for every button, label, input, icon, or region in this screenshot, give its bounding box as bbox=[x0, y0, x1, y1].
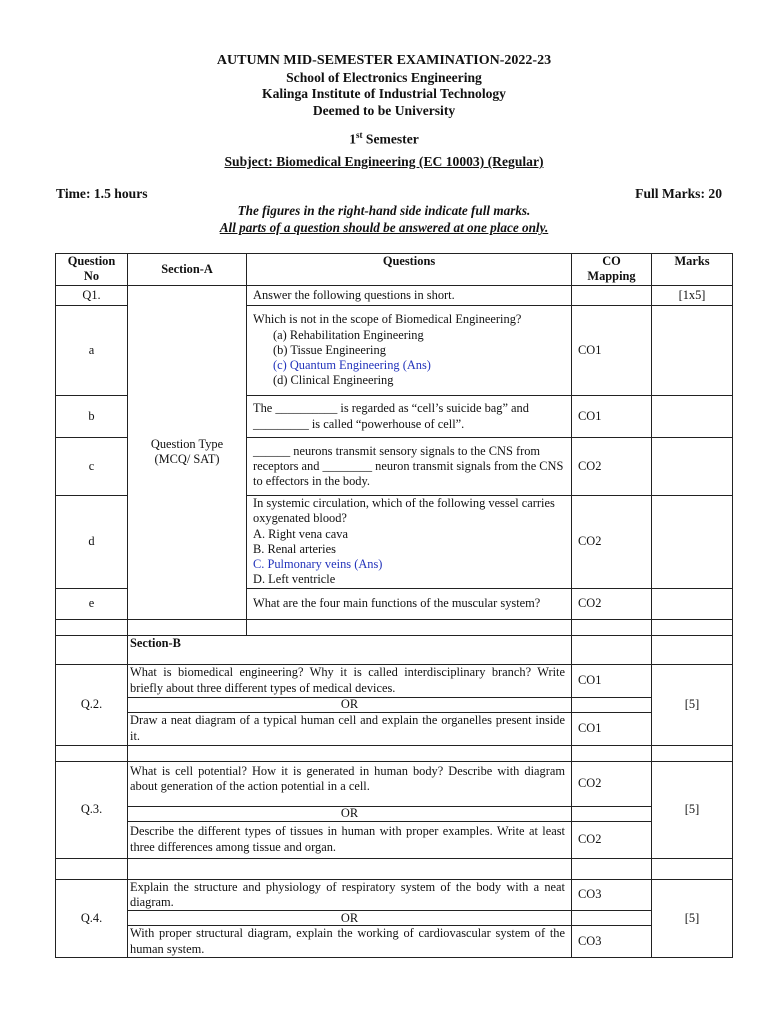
q3-alt-text: Describe the different types of tissues in human with proper examples. Write at least three differences among tissue and organ. bbox=[128, 821, 572, 858]
q3-or: OR bbox=[128, 806, 572, 821]
qa-text bbox=[247, 306, 572, 396]
q1-instruction: Answer the following questions in short. bbox=[247, 286, 572, 306]
or-row bbox=[56, 911, 733, 926]
institute-name: Kalinga Institute of Industrial Technology bbox=[262, 86, 506, 101]
semester bbox=[0, 127, 768, 148]
q1-marks: [1x5] bbox=[652, 286, 733, 306]
qd-stem: In systemic circulation, which of the following vessel carries oxygenated blood? bbox=[253, 496, 555, 526]
qd-option-d: D. Left ventricle bbox=[253, 572, 336, 587]
university-status: Deemed to be University bbox=[312, 103, 456, 118]
header-co-mapping: CO Mapping bbox=[572, 254, 652, 286]
question-type: Question Type (MCQ/ SAT) bbox=[128, 286, 247, 620]
header-question-no: Question No bbox=[56, 254, 128, 286]
q1-co bbox=[572, 286, 652, 306]
semester-number: 1 bbox=[349, 131, 357, 147]
qc-co: CO2 bbox=[572, 438, 652, 496]
q2-marks: [5] bbox=[652, 664, 733, 745]
table-row bbox=[56, 712, 733, 745]
semester-suffix: st bbox=[356, 130, 363, 140]
qd-option-c-answer: C. Pulmonary veins (Ans) bbox=[253, 557, 383, 572]
qe-co: CO2 bbox=[572, 588, 652, 619]
question-table bbox=[55, 253, 733, 958]
subject-text: Subject: Biomedical Engineering (EC 10003) (Regular) bbox=[224, 154, 544, 169]
school-name: School of Electronics Engineering bbox=[286, 70, 482, 85]
table-row bbox=[56, 761, 733, 806]
qd-co: CO2 bbox=[572, 496, 652, 589]
qd-marks bbox=[652, 496, 733, 589]
q3-marks: [5] bbox=[652, 761, 733, 858]
q2-number: Q.2. bbox=[56, 664, 128, 745]
qc-text: ______ neurons transmit sensory signals to the CNS from receptors and ________ neuron transmit signals from the CNS to effectors in the body. bbox=[247, 438, 572, 496]
qd-option-b: B. Renal arteries bbox=[253, 541, 336, 556]
qe-label: e bbox=[56, 588, 128, 619]
qa-option-c-answer: (c) Quantum Engineering (Ans) bbox=[273, 358, 431, 373]
qd-text bbox=[247, 496, 572, 589]
qa-option-b: (b) Tissue Engineering bbox=[273, 342, 386, 357]
table-row bbox=[56, 821, 733, 858]
table-row bbox=[56, 879, 733, 911]
q2-alt-co: CO1 bbox=[572, 712, 652, 745]
exam-title: AUTUMN MID-SEMESTER EXAMINATION-2022-23 bbox=[216, 53, 552, 68]
qb-marks bbox=[652, 396, 733, 438]
qc-label: c bbox=[56, 438, 128, 496]
or-row bbox=[56, 697, 733, 712]
q4-co: CO3 bbox=[572, 879, 652, 911]
qa-option-a: (a) Rehabilitation Engineering bbox=[273, 327, 424, 342]
qa-co: CO1 bbox=[572, 306, 652, 396]
q4-alt-text: With proper structural diagram, explain the working of cardiovascular system of the human system. bbox=[128, 926, 572, 958]
q4-number: Q.4. bbox=[56, 879, 128, 957]
table-row bbox=[56, 926, 733, 958]
q2-alt-text: Draw a neat diagram of a typical human cell and explain the organelles present inside it. bbox=[128, 712, 572, 745]
section-b-row bbox=[56, 635, 733, 664]
exam-time: Time: 1.5 hours bbox=[56, 186, 148, 201]
spacer-row bbox=[56, 619, 733, 635]
or-row bbox=[56, 806, 733, 821]
qb-line1: The __________ is regarded as “cell’s suicide bag” and bbox=[253, 401, 529, 416]
qb-text bbox=[247, 396, 572, 438]
q4-text: Explain the structure and physiology of respiratory system of the body with a neat diagram. bbox=[128, 879, 572, 911]
header-marks: Marks bbox=[652, 254, 733, 286]
qd-option-a: A. Right vena cava bbox=[253, 526, 348, 541]
qe-text: What are the four main functions of the muscular system? bbox=[247, 588, 572, 619]
table-row bbox=[56, 664, 733, 697]
q3-co: CO2 bbox=[572, 761, 652, 806]
section-b-heading: Section-B bbox=[128, 635, 572, 664]
table-row bbox=[56, 286, 733, 306]
qa-marks bbox=[652, 306, 733, 396]
instruction-marks: The figures in the right-hand side indicate full marks. bbox=[237, 203, 531, 218]
q2-text: What is biomedical engineering? Why it is called interdisciplinary branch? Write briefly about three different types of medical devices. bbox=[128, 664, 572, 697]
subject-line bbox=[0, 154, 768, 170]
spacer-row bbox=[56, 745, 733, 761]
q2-co: CO1 bbox=[572, 664, 652, 697]
full-marks: Full Marks: 20 bbox=[635, 186, 722, 201]
qa-stem: Which is not in the scope of Biomedical Engineering? bbox=[253, 312, 522, 327]
q2-or: OR bbox=[128, 697, 572, 712]
qa-option-d: (d) Clinical Engineering bbox=[273, 373, 394, 388]
qd-label: d bbox=[56, 496, 128, 589]
q4-or: OR bbox=[128, 911, 572, 926]
qe-marks bbox=[652, 588, 733, 619]
qb-label: b bbox=[56, 396, 128, 438]
qc-marks bbox=[652, 438, 733, 496]
table-header-row bbox=[56, 254, 733, 286]
instruction-answers: All parts of a question should be answered at one place only. bbox=[219, 220, 549, 235]
header-questions: Questions bbox=[247, 254, 572, 286]
qb-co: CO1 bbox=[572, 396, 652, 438]
q4-marks: [5] bbox=[652, 879, 733, 957]
q3-text: What is cell potential? How it is generated in human body? Describe with diagram about generation of the action potential in a cell. bbox=[128, 761, 572, 806]
qa-label: a bbox=[56, 306, 128, 396]
header-section-a: Section-A bbox=[128, 254, 247, 286]
q3-alt-co: CO2 bbox=[572, 821, 652, 858]
qb-line2: _________ is called “powerhouse of cell”. bbox=[253, 416, 465, 431]
q1-number: Q1. bbox=[56, 286, 128, 306]
q4-alt-co: CO3 bbox=[572, 926, 652, 958]
q3-number: Q.3. bbox=[56, 761, 128, 858]
spacer-row bbox=[56, 858, 733, 879]
semester-word: Semester bbox=[362, 131, 419, 147]
